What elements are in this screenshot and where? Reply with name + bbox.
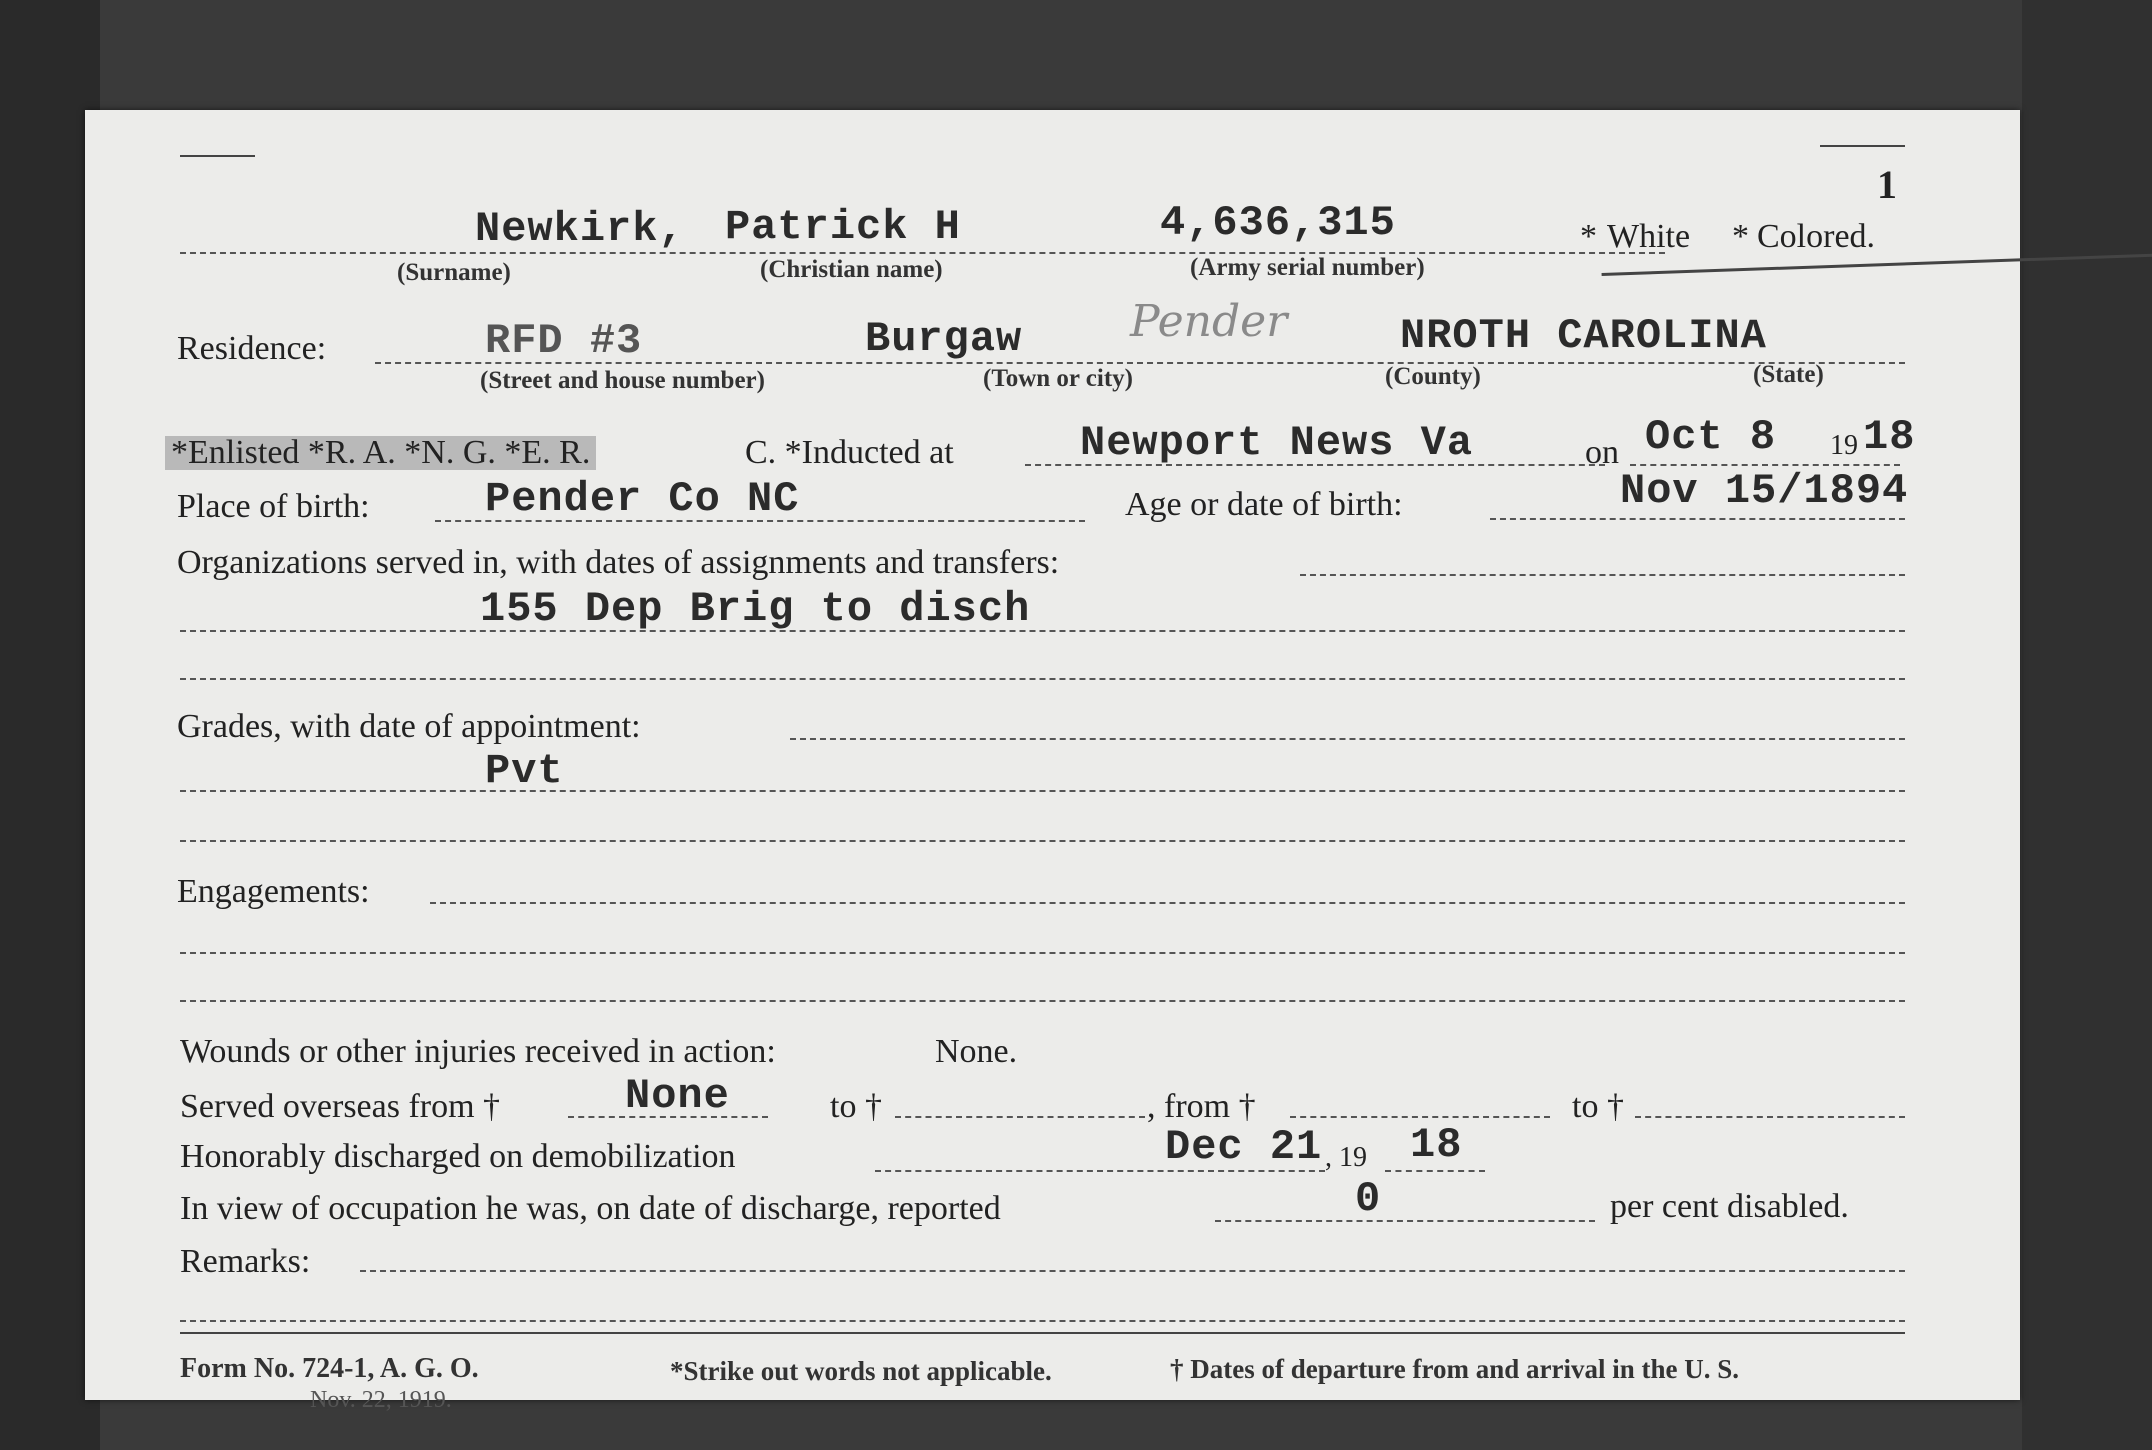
discharge-label: Honorably discharged on demobilization [180,1138,736,1175]
grades-label: Grades, with date of appointment: [177,708,641,745]
caption-serial: (Army serial number) [1190,254,1425,281]
grades-line-1 [790,738,1905,740]
overseas-to-line [895,1116,1145,1118]
remarks-label: Remarks: [180,1243,311,1280]
organizations-line-2 [180,630,1905,632]
enlisted-options: *Enlisted *R. A. *N. G. *E. R. [165,436,596,470]
caption-county: (County) [1385,363,1481,390]
state-value: NROTH CAROLINA [1400,312,1767,360]
top-left-rule [180,155,255,157]
grade-value: Pvt [485,747,564,795]
top-right-rule [1820,145,1905,147]
form-number: Form No. 724-1, A. G. O. [180,1353,479,1384]
engagements-line-1 [430,902,1905,904]
grades-line-3 [180,840,1905,842]
christian-name-value: Patrick H [725,203,961,251]
race-colored: Colored. [1757,218,1876,255]
discharge-year-value: 18 [1410,1121,1463,1169]
residence-label: Residence: [177,330,327,367]
organizations-label: Organizations served in, with dates of assignments and transfers: [177,544,1060,581]
grades-line-2 [180,790,1905,792]
strike-note: *Strike out words not applicable. [670,1356,1052,1386]
induction-date-line [1630,464,1900,466]
town-value: Burgaw [865,315,1023,363]
inducted-at-value: Newport News Va [1080,419,1474,467]
remarks-line-1 [360,1270,1905,1272]
engagements-line-2 [180,952,1905,954]
caption-surname: (Surname) [397,259,511,286]
organizations-line-1 [1300,574,1905,576]
serial-number-value: 4,636,315 [1160,199,1396,247]
disability-line [1215,1220,1595,1222]
remarks-line-2 [180,1320,1905,1322]
overseas-to-label: to † [830,1088,882,1125]
disability-value: 0 [1355,1175,1382,1223]
disability-suffix: per cent disabled. [1610,1188,1849,1225]
organizations-line-3 [180,678,1905,680]
overseas-from2-label: , from † [1147,1088,1256,1125]
induction-year-prefix: 19 [1830,430,1858,461]
inducted-label: C. *Inducted at [745,434,954,471]
street-value: RFD #3 [485,317,643,365]
discharge-date-value: Dec 21 [1165,1123,1323,1171]
service-record-card [85,110,2020,1413]
engagements-line-3 [180,1000,1905,1002]
organization-value: 155 Dep Brig to disch [480,585,1031,633]
race-white-prefix: * [1580,218,1597,255]
induction-year-value: 18 [1863,413,1916,461]
footer-rule [180,1332,1905,1334]
dagger-note: † Dates of departure from and arrival in the U. S. [1170,1354,1739,1384]
overseas-from2-line [1290,1116,1550,1118]
overseas-label: Served overseas from † [180,1088,501,1125]
birthplace-label: Place of birth: [177,488,370,525]
age-label: Age or date of birth: [1125,486,1403,523]
scan-background-right [2022,0,2152,1450]
engagements-label: Engagements: [177,873,370,910]
caption-town: (Town or city) [983,365,1133,392]
on-label: on [1585,434,1619,471]
birthplace-value: Pender Co NC [485,475,800,523]
page-number: 1 [1877,162,1897,207]
race-colored-prefix: * [1732,218,1749,255]
overseas-to2-line [1635,1116,1905,1118]
discharge-year-line [1385,1170,1485,1172]
caption-state: (State) [1753,361,1824,388]
disability-label: In view of occupation he was, on date of discharge, reported [180,1190,1001,1227]
caption-christian-name: (Christian name) [760,256,943,283]
race-white-struck: White [1607,220,2152,254]
induction-date-value: Oct 8 [1645,413,1777,461]
discharge-year-prefix: , 19 [1325,1142,1367,1173]
wounds-label: Wounds or other injuries received in action: [180,1033,776,1070]
overseas-from-value: None [625,1072,730,1120]
overseas-to2-label: to † [1572,1088,1624,1125]
age-line [1490,518,1905,520]
wounds-value: None. [935,1033,1018,1070]
surname-value: Newkirk, [475,205,685,253]
county-handwritten: Pender [1130,296,1288,347]
name-line [180,252,1665,254]
caption-street: (Street and house number) [480,367,765,394]
birth-date-value: Nov 15/1894 [1620,467,1909,515]
form-date: Nov. 22, 1919. [310,1387,452,1413]
